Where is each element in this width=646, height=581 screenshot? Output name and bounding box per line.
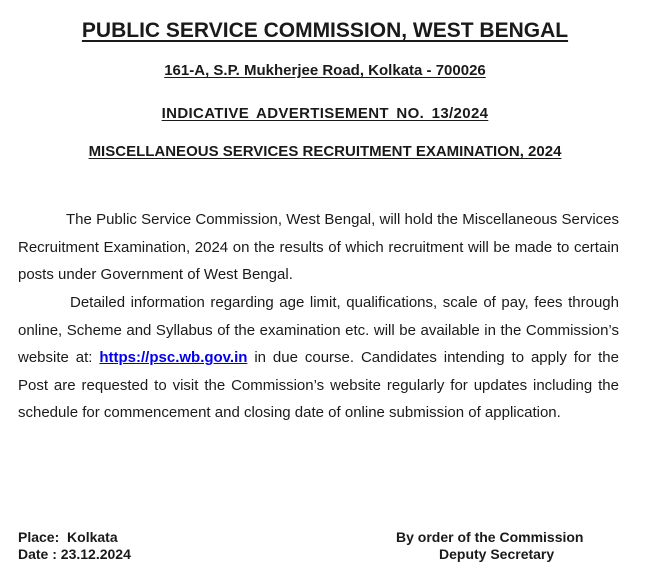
examination-name: MISCELLANEOUS SERVICES RECRUITMENT EXAMINATION, 2024	[88, 143, 562, 160]
details-paragraph	[18, 289, 619, 427]
details-text-start: Detailed information regarding age limit, qualifications, scale of pay, fees through online, Scheme and Syllabus of the examination etc. will be available in the Commission’s website at:	[18, 294, 619, 366]
page-title: PUBLIC SERVICE COMMISSION, WEST BENGAL	[81, 19, 569, 42]
details-text-end: in due course. Candidates intending to apply for the Post are requested to visit the Commission’s website regularly for updates including the schedule for commencement and closing date of online submission of application.	[18, 349, 619, 421]
advertisement-number: INDICATIVE ADVERTISEMENT NO. 13/2024	[161, 105, 489, 122]
place-label: Place: Kolkata	[18, 529, 118, 545]
intro-paragraph: The Public Service Commission, West Bengal, will hold the Miscellaneous Services Recruitment Examination, 2024 on the results of which recruitment will be made to certain posts under Government of West Bengal.	[18, 211, 619, 283]
signatory-designation: Deputy Secretary	[439, 546, 555, 562]
date-label: Date : 23.12.2024	[18, 546, 131, 562]
by-order-label: By order of the Commission	[396, 529, 584, 545]
commission-website-link[interactable]: https://psc.wb.gov.in	[99, 349, 248, 366]
commission-address: 161-A, S.P. Mukherjee Road, Kolkata - 700026	[164, 62, 486, 79]
